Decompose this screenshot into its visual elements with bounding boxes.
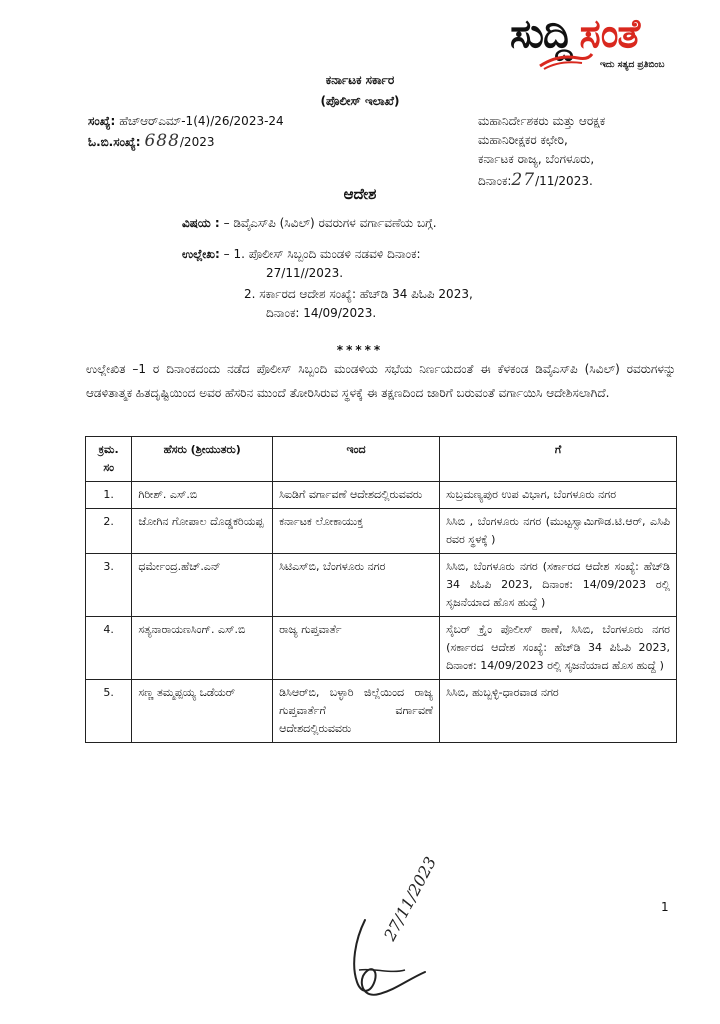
- row-from: ರಾಜ್ಯ ಗುಪ್ತವಾರ್ತೆ: [273, 617, 440, 680]
- header-name: ಹೆಸರು (ಶ್ರೀಯುತರು): [132, 437, 273, 482]
- dept-heading: (ಪೊಲೀಸ್ ಇಲಾಖೆ): [320, 94, 400, 108]
- row-name: ಗಿರೀಶ್. ಎಸ್.ಬಿ: [132, 482, 273, 509]
- office-line-3: ಕರ್ನಾಟಕ ರಾಜ್ಯ, ಬೆಂಗಳೂರು,: [478, 152, 595, 166]
- header-sl-no: ಕ್ರಮ. ಸಂ: [86, 437, 132, 482]
- transfer-table: [85, 436, 677, 743]
- header-from: ಇಂದ: [273, 437, 440, 482]
- table-row: [86, 554, 677, 617]
- separator-stars: *****: [336, 343, 384, 357]
- row-name: ಧರ್ಮೇಂದ್ರ.ಹೆಚ್.ಎನ್: [132, 554, 273, 617]
- order-number-label: ಸಂಖ್ಯೆ:: [88, 114, 116, 128]
- reference-1-line-2: 27/11//2023.: [266, 266, 344, 280]
- ob-number-suffix: /2023: [179, 135, 215, 149]
- row-sl: 3.: [86, 554, 132, 617]
- order-title: ಆದೇಶ: [343, 185, 377, 203]
- office-line-1: ಮಹಾನಿರ್ದೇಶಕರು ಮತ್ತು ಆರಕ್ಷಕ: [478, 114, 606, 128]
- row-sl: 2.: [86, 509, 132, 554]
- logo-swoosh-icon: [538, 50, 594, 72]
- sudhi-sante-logo: [510, 10, 710, 80]
- row-sl: 4.: [86, 617, 132, 680]
- order-number-line: [88, 114, 284, 129]
- reference-item-1: [182, 247, 421, 262]
- row-name: ಜೋಗಿನ ಗೋಪಾಲ ದೊಡ್ಡಕರಿಯಪ್ಪ: [132, 509, 273, 554]
- reference-1-line-1: – 1. ಪೊಲೀಸ್ ಸಿಬ್ಬಂದಿ ಮಂಡಳಿ ನಡವಳಿ ದಿನಾಂಕ:: [223, 247, 421, 261]
- subject-text: – ಡಿವೈಎಸ್‌ಪಿ (ಸಿವಿಲ್) ರವರುಗಳ ವರ್ಗಾವಣೆಯ ಬಗ್ಗೆ.: [223, 216, 437, 230]
- row-from: ಕರ್ನಾಟಕ ಲೋಕಾಯುಕ್ತ: [273, 509, 440, 554]
- row-sl: 1.: [86, 482, 132, 509]
- page-number: 1: [661, 900, 669, 914]
- row-from: ಸಿಐಡಿಗೆ ವರ್ಗಾವಣೆ ಆದೇಶದಲ್ಲಿರುವವರು: [273, 482, 440, 509]
- signature-date: 27/11/2023: [380, 853, 441, 944]
- order-paragraph: ಉಲ್ಲೇಖಿತ –1 ರ ದಿನಾಂಕದಂದು ನಡೆದ ಪೊಲೀಸ್ ಸಿಬ್ಬಂದಿ ಮಂಡಳಿಯ ಸಭೆಯ ನಿರ್ಣಯದಂತೆ ಈ ಕೆಳಕಂಡ ಡಿವೈಎಸ್‌ಪಿ (ಸಿವಿಲ್) ರವರುಗಳನ್ನು ಆಡಳಿತಾತ್ಮಕ ಹಿತದೃಷ್ಟಿಯಿಂದ ಅವರ ಹೆಸರಿನ ಮುಂದೆ ತೋರಿಸಿರುವ ಸ್ಥಳಕ್ಕೆ ಈ ತಕ್ಷಣದಿಂದ ಜಾರಿಗೆ ಬರುವಂತೆ ವರ್ಗಾಯಿಸಿ ಆದೇಶಿಸಲಾಗಿದೆ.: [86, 362, 676, 400]
- reference-label: ಉಲ್ಲೇಖ:: [182, 247, 220, 261]
- date-handwritten: 27: [511, 170, 536, 190]
- reference-2-line-1: 2. ಸರ್ಕಾರದ ಆದೇಶ ಸಂಖ್ಯೆ: ಹೆಚ್‌ಡಿ 34 ಪಿಓಪಿ 2023,: [244, 287, 473, 301]
- logo-word-2: ಸಂತೆ: [579, 11, 640, 57]
- order-number-value: ಹೆಚ್‌ಆರ್‌ಎಮ್-1(4)/26/2023-24: [119, 114, 284, 128]
- row-from: ಡಿಸಿಆರ್‌ಬಿ, ಬಳ್ಳಾರಿ ಜಿಲ್ಲೆಯಿಂದ ರಾಜ್ಯ ಗುಪ್ತವಾರ್ತೆಗೆ ವರ್ಗಾವಣೆ ಆದೇಶದಲ್ಲಿರುವವರು: [273, 680, 440, 743]
- table-row: [86, 617, 677, 680]
- table-row: [86, 680, 677, 743]
- signature-icon: [345, 910, 475, 1005]
- table-row: [86, 509, 677, 554]
- row-to: ಸುಬ್ರಮಣ್ಯಪುರ ಉಪ ವಿಭಾಗ, ಬೆಂಗಳೂರು ನಗರ: [440, 482, 677, 509]
- table-header-row: [86, 437, 677, 482]
- table-row: [86, 482, 677, 509]
- row-from: ಸಿಟಿಎಸ್‌ಬಿ, ಬೆಂಗಳೂರು ನಗರ: [273, 554, 440, 617]
- subject-label: ವಿಷಯ :: [182, 216, 220, 230]
- row-sl: 5.: [86, 680, 132, 743]
- ob-number-handwritten: 688: [144, 131, 180, 151]
- row-name: ಸತ್ಯನಾರಾಯಣಸಿಂಗ್. ಎಸ್.ಬಿ: [132, 617, 273, 680]
- reference-2-line-2: ದಿನಾಂಕ: 14/09/2023.: [266, 306, 377, 320]
- ob-number-label: ಓ.ಬಿ.ಸಂಖ್ಯೆ:: [88, 135, 141, 149]
- date-label: ದಿನಾಂಕ:: [478, 174, 512, 188]
- office-line-2: ಮಹಾನಿರೀಕ್ಷಕರ ಕಛೇರಿ,: [478, 133, 568, 147]
- govt-heading: ಕರ್ನಾಟಕ ಸರ್ಕಾರ: [325, 73, 395, 87]
- row-to: ಸಿಸಿಬಿ, ಹುಬ್ಬಳ್ಳಿ-ಧಾರವಾಡ ನಗರ: [440, 680, 677, 743]
- logo-word-1: ಸುದ್ದಿ: [510, 11, 572, 57]
- subject-line: [182, 216, 437, 231]
- row-to: ಸೈಬರ್ ಕ್ರೈಂ ಪೊಲೀಸ್ ಠಾಣೆ, ಸಿಸಿಬಿ, ಬೆಂಗಳೂರು ನಗರ (ಸರ್ಕಾರದ ಆದೇಶ ಸಂಖ್ಯೆ: ಹೆಚ್‌ಡಿ 34 ಪಿಓಪಿ 2023, ದಿನಾಂಕ: 14/09/2023 ರಲ್ಲಿ ಸೃಜನೆಯಾದ ಹೊಸ ಹುದ್ದೆ ): [440, 617, 677, 680]
- header-to: ಗೆ: [440, 437, 677, 482]
- logo-tagline: ಇದು ಸತ್ಯದ ಪ್ರತಿಬಿಂಬ: [600, 60, 665, 70]
- row-to: ಸಿಸಿಬಿ , ಬೆಂಗಳೂರು ನಗರ (ಮುಟ್ಟಸ್ವಾಮಿಗೌಡ.ಟಿ.ಆರ್, ಎಸಿಪಿ ರವರ ಸ್ಥಳಕ್ಕೆ ): [440, 509, 677, 554]
- row-to: ಸಿಸಿಬಿ, ಬೆಂಗಳೂರು ನಗರ (ಸರ್ಕಾರದ ಆದೇಶ ಸಂಖ್ಯೆ: ಹೆಚ್‌ಡಿ 34 ಪಿಓಪಿ 2023, ದಿನಾಂಕ: 14/09/2023 ರಲ್ಲಿ ಸೃಜನೆಯಾದ ಹೊಸ ಹುದ್ದೆ ): [440, 554, 677, 617]
- ob-number-line: [88, 131, 214, 151]
- date-suffix: /11/2023.: [535, 174, 593, 188]
- row-name: ಸಣ್ಣ ತಮ್ಮಪ್ಪಯ್ಯ ಒಡೆಯರ್: [132, 680, 273, 743]
